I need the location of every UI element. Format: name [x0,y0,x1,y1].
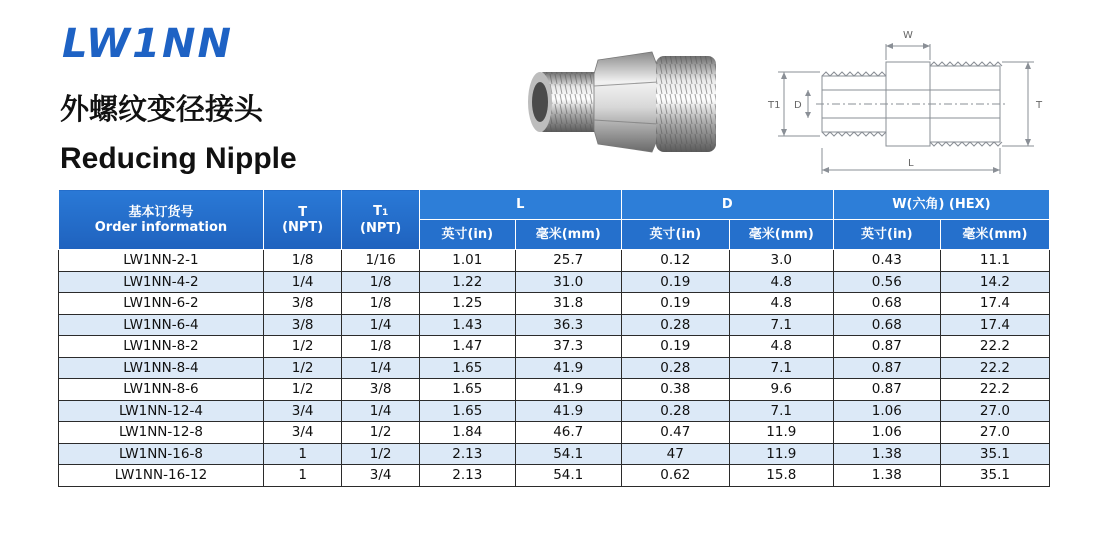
label-t1: T1 [768,100,781,111]
cell-d-mm: 3.0 [729,250,833,272]
cell-t: 3/8 [263,314,342,336]
product-name-chinese: 外螺纹变径接头 [60,92,264,126]
product-name-english: Reducing Nipple [60,142,297,175]
cell-order: LW1NN-8-6 [59,379,264,401]
cell-d-mm: 11.9 [729,422,833,444]
header-t1: T1 (NPT) [342,190,419,250]
cell-t: 3/4 [263,422,342,444]
cell-t1: 1/8 [342,336,419,358]
cell-d-in: 0.62 [621,465,729,487]
cell-d-in: 0.12 [621,250,729,272]
cell-w-mm: 22.2 [940,357,1049,379]
cell-t: 1/8 [263,250,342,272]
cell-d-in: 0.28 [621,400,729,422]
cell-t: 1 [263,465,342,487]
cell-l-in: 1.65 [419,379,515,401]
label-d: D [794,100,802,111]
cell-d-in: 0.47 [621,422,729,444]
cell-l-mm: 54.1 [515,465,621,487]
header-d-inch: 英寸(in) [621,220,729,250]
cell-d-mm: 7.1 [729,314,833,336]
cell-d-mm: 7.1 [729,400,833,422]
cell-l-in: 1.84 [419,422,515,444]
header-w-inch: 英寸(in) [833,220,940,250]
cell-w-mm: 35.1 [940,443,1049,465]
cell-d-mm: 15.8 [729,465,833,487]
cell-l-in: 2.13 [419,443,515,465]
cell-w-in: 0.87 [833,357,940,379]
cell-t1: 1/8 [342,271,419,293]
cell-d-mm: 7.1 [729,357,833,379]
cell-d-in: 47 [621,443,729,465]
cell-l-in: 1.25 [419,293,515,315]
cell-l-mm: 31.0 [515,271,621,293]
cell-order: LW1NN-16-8 [59,443,264,465]
cell-d-mm: 4.8 [729,336,833,358]
cell-l-mm: 41.9 [515,357,621,379]
cell-order: LW1NN-8-2 [59,336,264,358]
label-t: T [1036,100,1043,111]
cell-w-in: 0.68 [833,314,940,336]
table-row [59,293,1050,315]
cell-w-in: 1.38 [833,443,940,465]
cell-t: 1 [263,443,342,465]
cell-d-mm: 9.6 [729,379,833,401]
cell-w-in: 0.87 [833,379,940,401]
cell-l-in: 1.01 [419,250,515,272]
cell-t: 1/2 [263,336,342,358]
table-row [59,443,1050,465]
cell-t: 1/4 [263,271,342,293]
cell-w-in: 1.38 [833,465,940,487]
cell-l-mm: 41.9 [515,379,621,401]
cell-order: LW1NN-12-8 [59,422,264,444]
table-row [59,465,1050,487]
cell-order: LW1NN-12-4 [59,400,264,422]
cell-order: LW1NN-6-2 [59,293,264,315]
header-w-mm: 毫米(mm) [940,220,1049,250]
table-row [59,422,1050,444]
header-l: L [419,190,621,220]
cell-t1: 3/4 [342,465,419,487]
header-l-mm: 毫米(mm) [515,220,621,250]
table-row [59,250,1050,272]
product-photo [524,34,724,164]
label-l: L [908,158,914,169]
table-row [59,400,1050,422]
cell-l-mm: 46.7 [515,422,621,444]
cell-l-in: 1.43 [419,314,515,336]
cell-t1: 1/4 [342,400,419,422]
cell-t1: 1/2 [342,422,419,444]
cell-l-mm: 31.8 [515,293,621,315]
cell-w-in: 0.68 [833,293,940,315]
cell-w-mm: 17.4 [940,293,1049,315]
cell-l-in: 1.65 [419,400,515,422]
cell-l-mm: 41.9 [515,400,621,422]
table-row [59,336,1050,358]
cell-w-in: 1.06 [833,400,940,422]
cell-w-in: 1.06 [833,422,940,444]
cell-t1: 1/8 [342,293,419,315]
cell-order: LW1NN-16-12 [59,465,264,487]
dimension-table [58,189,1050,487]
cell-d-in: 0.19 [621,271,729,293]
cell-w-mm: 35.1 [940,465,1049,487]
cell-l-in: 1.47 [419,336,515,358]
cell-w-mm: 22.2 [940,379,1049,401]
header-order: 基本订货号 Order information [59,190,264,250]
cell-d-mm: 4.8 [729,271,833,293]
cell-order: LW1NN-4-2 [59,271,264,293]
cell-d-mm: 11.9 [729,443,833,465]
cell-l-in: 1.22 [419,271,515,293]
cell-w-mm: 17.4 [940,314,1049,336]
cell-d-in: 0.19 [621,293,729,315]
cell-l-mm: 36.3 [515,314,621,336]
cell-order: LW1NN-2-1 [59,250,264,272]
cell-w-in: 0.43 [833,250,940,272]
table-row [59,357,1050,379]
cell-t1: 1/2 [342,443,419,465]
cell-l-mm: 25.7 [515,250,621,272]
header-d: D [621,190,833,220]
cell-l-mm: 37.3 [515,336,621,358]
cell-order: LW1NN-6-4 [59,314,264,336]
cell-w-mm: 27.0 [940,422,1049,444]
cell-d-in: 0.19 [621,336,729,358]
table-row [59,379,1050,401]
cell-d-in: 0.28 [621,357,729,379]
cell-w-mm: 11.1 [940,250,1049,272]
header-d-mm: 毫米(mm) [729,220,833,250]
model-title: LW1NN [62,21,233,67]
cell-d-mm: 4.8 [729,293,833,315]
table-row [59,271,1050,293]
cell-t: 1/2 [263,357,342,379]
header-w: W(六角) (HEX) [833,190,1049,220]
cell-w-mm: 22.2 [940,336,1049,358]
header-l-inch: 英寸(in) [419,220,515,250]
cell-d-in: 0.28 [621,314,729,336]
cell-t: 3/4 [263,400,342,422]
cell-w-in: 0.87 [833,336,940,358]
cell-l-in: 2.13 [419,465,515,487]
cell-t1: 1/4 [342,314,419,336]
label-w: W [903,30,913,41]
cell-t: 1/2 [263,379,342,401]
cell-w-in: 0.56 [833,271,940,293]
technical-drawing [762,24,1052,180]
cell-w-mm: 27.0 [940,400,1049,422]
cell-w-mm: 14.2 [940,271,1049,293]
cell-t: 3/8 [263,293,342,315]
header-t: T (NPT) [263,190,342,250]
table-row [59,314,1050,336]
cell-order: LW1NN-8-4 [59,357,264,379]
cell-l-in: 1.65 [419,357,515,379]
cell-t1: 1/16 [342,250,419,272]
cell-d-in: 0.38 [621,379,729,401]
cell-t1: 3/8 [342,379,419,401]
cell-l-mm: 54.1 [515,443,621,465]
cell-t1: 1/4 [342,357,419,379]
